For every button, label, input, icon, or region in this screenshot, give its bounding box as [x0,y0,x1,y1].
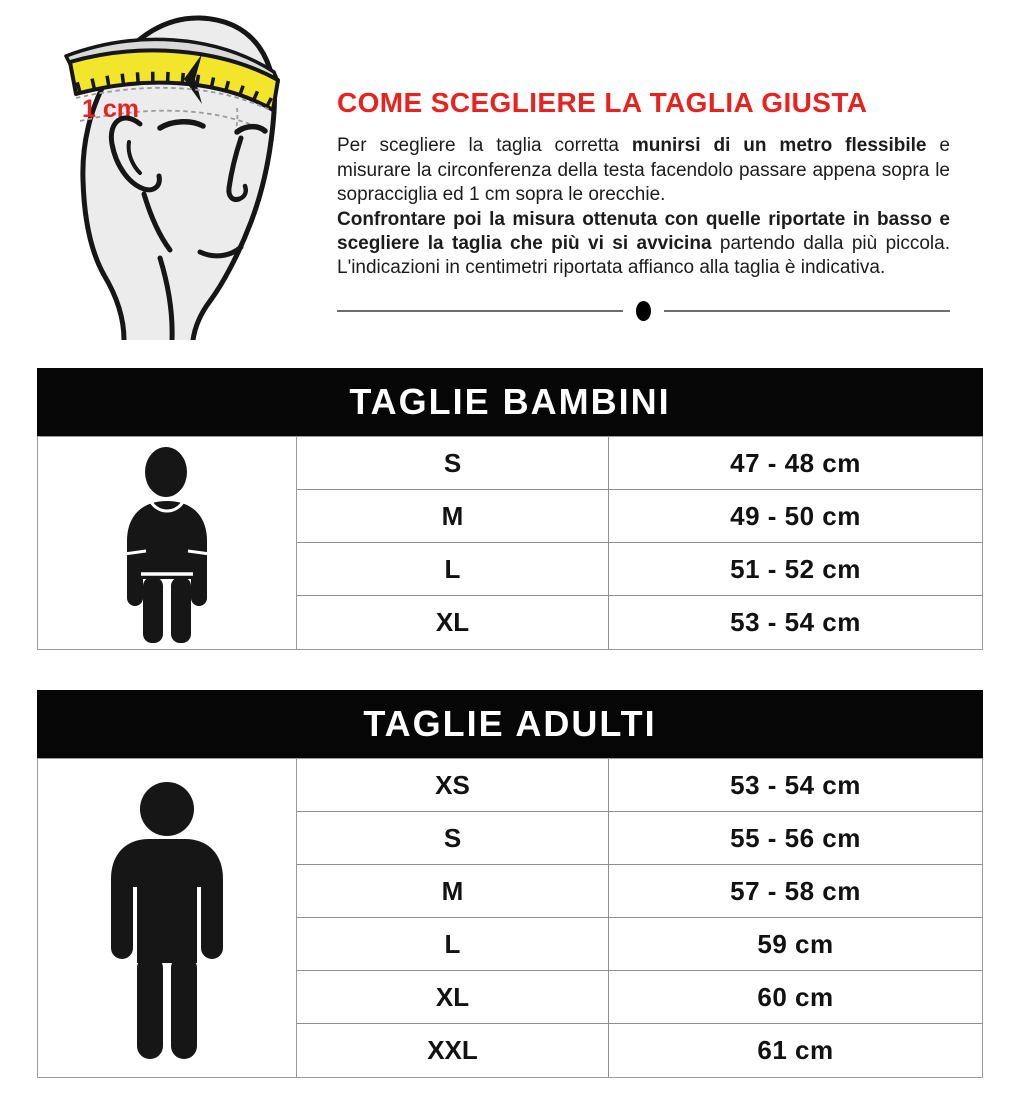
size-label: M [297,490,609,542]
bambini-title: TAGLIE BAMBINI [349,381,671,422]
bambini-table-header [37,368,983,436]
bambini-section [37,368,983,650]
section-divider [337,301,950,321]
divider-dot [636,301,651,321]
size-range: 60 cm [757,981,834,1012]
size-range: 59 cm [757,928,834,959]
size-range: 49 - 50 cm [730,500,861,531]
adult-icon [97,773,237,1063]
size-row [297,865,982,918]
paragraph-bold-text: munirsi di un metro flessibile [631,135,927,157]
paragraph-text: Per scegliere la taglia corretta [337,135,632,157]
size-label: L [297,543,609,595]
size-range: 51 - 52 cm [730,553,861,584]
head-measure-illustration [40,0,330,340]
page-title: COME SCEGLIERE LA TAGLIA GIUSTA [337,87,868,118]
bambini-table-body [37,436,983,650]
adulti-table-header [37,690,983,758]
size-range: 57 - 58 cm [730,875,861,906]
size-row [297,596,982,649]
size-row [297,918,982,971]
size-label: XL [297,971,609,1023]
paragraph-text: partendo dalla più piccola. L'indicazioni in centimetri riportata affianco alla taglia è indicativa. [337,233,951,279]
adulti-section [37,690,983,1078]
size-label: XL [297,596,609,649]
adulti-title: TAGLIE ADULTI [363,703,657,744]
size-label: L [297,918,609,970]
intro-paragraph [337,134,950,280]
size-row [297,812,982,865]
size-range: 61 cm [757,1035,834,1065]
size-row [297,971,982,1024]
child-icon [107,441,227,646]
size-range: 55 - 56 cm [730,822,861,853]
size-label: S [297,812,609,864]
adult-icon-cell [38,759,297,1077]
size-row [297,759,982,812]
tape-1cm-label: 1 cm [82,95,139,123]
adulti-rows [297,759,982,1077]
size-range: 47 - 48 cm [730,447,861,478]
divider-line-left [337,310,623,312]
head-illustration-svg [40,0,330,340]
size-label: XS [297,759,609,811]
adulti-table-body [37,758,983,1078]
size-row [297,437,982,490]
bambini-rows [297,437,982,649]
size-tables [37,368,983,1078]
divider-line-right [664,310,950,312]
size-row [297,1024,982,1077]
size-label: XXL [297,1024,609,1077]
paragraph-bold-text: Confrontare poi la misura ottenuta con quelle riportate in basso e scegliere la taglia che più vi si avvicina [337,208,950,255]
size-row [297,490,982,543]
size-label: S [297,437,609,489]
paragraph-text: e misurare la circonferenza della testa facendolo passare appena sopra le sopracciglia ed 1 cm sopra le orecchie. [337,135,950,206]
size-row [297,543,982,596]
size-range: 53 - 54 cm [730,769,861,800]
intro-section [337,0,950,321]
size-range: 53 - 54 cm [730,607,861,637]
child-icon-cell [38,437,297,649]
size-label: M [297,865,609,917]
